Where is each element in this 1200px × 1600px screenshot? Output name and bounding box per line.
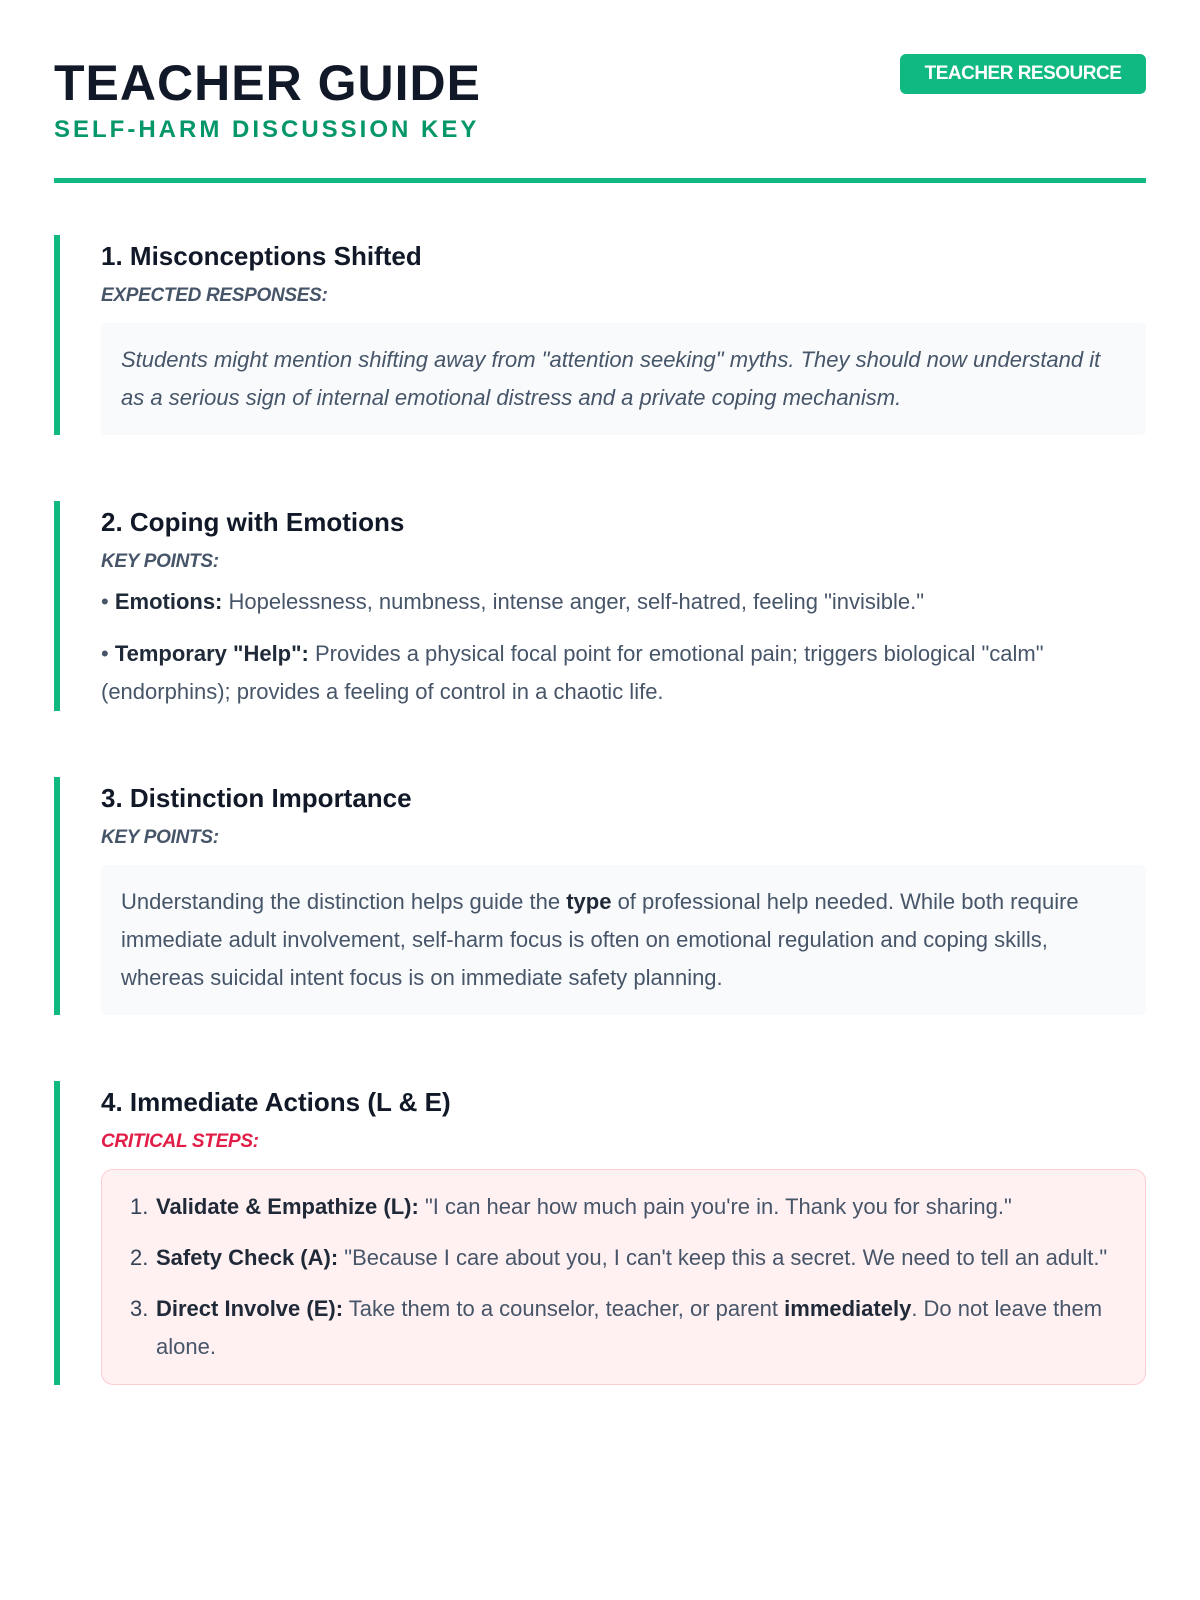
- step-term: Validate & Empathize (L):: [156, 1194, 419, 1219]
- bullet-text: Hopelessness, numbness, intense anger, self-hatred, feeling "invisible.": [222, 589, 925, 614]
- distinction-emphasis: type: [566, 889, 612, 914]
- step-number: 1.: [130, 1194, 149, 1219]
- step-number: 2.: [130, 1245, 149, 1270]
- section-label: EXPECTED RESPONSES:: [101, 285, 328, 306]
- section-label: KEY POINTS:: [101, 827, 219, 848]
- teacher-resource-badge: TEACHER RESOURCE: [900, 54, 1146, 94]
- step-body: [156, 1239, 1107, 1277]
- bullet-text: Provides a physical focal point for emotional pain; triggers biological "calm" (endorphins); provides a feeling of control in a chaotic life.: [101, 641, 1044, 704]
- step-emphasis: immediately: [784, 1296, 912, 1321]
- critical-steps-label: CRITICAL STEPS:: [101, 1131, 259, 1152]
- step-item: [130, 1188, 1115, 1226]
- step-term: Direct Involve (E):: [156, 1296, 344, 1321]
- section-title: 1. Misconceptions Shifted: [101, 241, 422, 271]
- distinction-text-end: of professional help needed. While both require immediate adult involvement, self-harm focus is often on emotional regulation and coping skills, whereas suicidal intent focus is on immediate safety planning.: [121, 889, 1079, 990]
- section-misconceptions: [54, 235, 1146, 435]
- step-item: [130, 1290, 1115, 1366]
- bullet-term: Emotions:: [114, 589, 223, 614]
- step-body: [156, 1188, 1012, 1226]
- expected-responses-box: Students might mention shifting away from "attention seeking" myths. They should now understand it as a serious sign of internal emotional distress and a private coping mechanism.: [101, 323, 1146, 435]
- section-distinction: [54, 777, 1146, 1015]
- list-item: [101, 583, 1146, 621]
- step-text: "Because I care about you, I can't keep this a secret. We need to tell an adult.": [338, 1245, 1108, 1270]
- section-title: 2. Coping with Emotions: [101, 507, 405, 537]
- section-label: KEY POINTS:: [101, 551, 219, 572]
- bullet-dot: •: [101, 589, 115, 614]
- page-title: TEACHER GUIDE: [54, 55, 481, 111]
- step-item: [130, 1239, 1115, 1277]
- bullet-term: Temporary "Help":: [114, 641, 309, 666]
- step-text-start: Take them to a counselor, teacher, or parent: [343, 1296, 785, 1321]
- critical-steps-box: [101, 1169, 1146, 1385]
- step-number: 3.: [130, 1296, 149, 1321]
- bullet-dot: •: [101, 641, 115, 666]
- section-title: 4. Immediate Actions (L & E): [101, 1087, 451, 1117]
- distinction-box: [101, 865, 1146, 1015]
- step-text-end: . Do not leave them alone.: [156, 1296, 1103, 1359]
- distinction-text-start: Understanding the distinction helps guide the: [121, 889, 567, 914]
- step-text: "I can hear how much pain you're in. Thank you for sharing.": [418, 1194, 1012, 1219]
- section-immediate-actions: [54, 1081, 1146, 1385]
- section-title: 3. Distinction Importance: [101, 783, 412, 813]
- list-item: [101, 635, 1146, 711]
- section-coping: [54, 501, 1146, 711]
- page-subtitle: SELF-HARM DISCUSSION KEY: [54, 116, 480, 143]
- page-header: [54, 0, 1146, 183]
- key-points-list: [101, 583, 1146, 711]
- step-term: Safety Check (A):: [156, 1245, 339, 1270]
- step-body: [156, 1290, 1115, 1366]
